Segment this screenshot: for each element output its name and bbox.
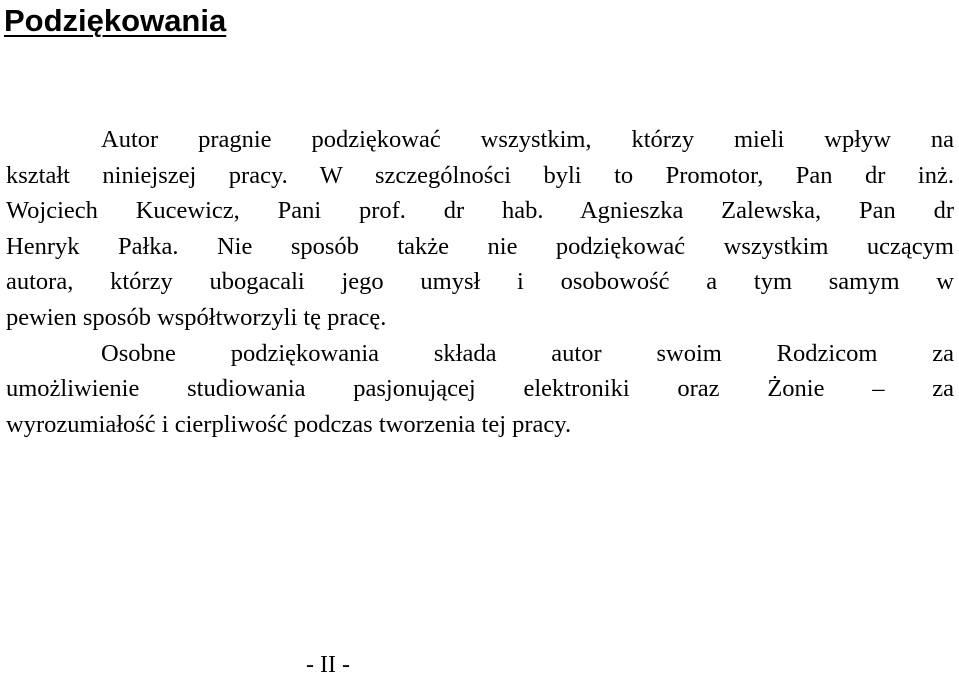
- text-line: autora, którzy ubogacali jego umysł i osobowość a tym samym w: [6, 268, 954, 296]
- page-title: Podziękowania: [4, 3, 227, 38]
- paragraph-acknowledgements: [6, 122, 954, 336]
- body-text: [6, 122, 954, 442]
- text-line: Wojciech Kucewicz, Pani prof. dr hab. Agnieszka Zalewska, Pan dr: [6, 197, 954, 225]
- paragraph-family-thanks: [6, 336, 954, 443]
- text-line: umożliwienie studiowania pasjonującej elektroniki oraz Żonie – za: [6, 375, 954, 403]
- text-line: wyrozumiałość i cierpliwość podczas tworzenia tej pracy.: [6, 410, 572, 438]
- text-line: kształt niniejszej pracy. W szczególności byli to Promotor, Pan dr inż.: [6, 161, 954, 189]
- page-number: - II -: [306, 652, 350, 678]
- text-line: pewien sposób współtworzyli tę pracę.: [6, 303, 387, 331]
- text-line: Autor pragnie podziękować wszystkim, którzy mieli wpływ na: [101, 126, 954, 153]
- text-line: Henryk Pałka. Nie sposób także nie podziękować wszystkim uczącym: [6, 232, 954, 260]
- text-line: Osobne podziękowania składa autor swoim Rodzicom za: [101, 339, 954, 367]
